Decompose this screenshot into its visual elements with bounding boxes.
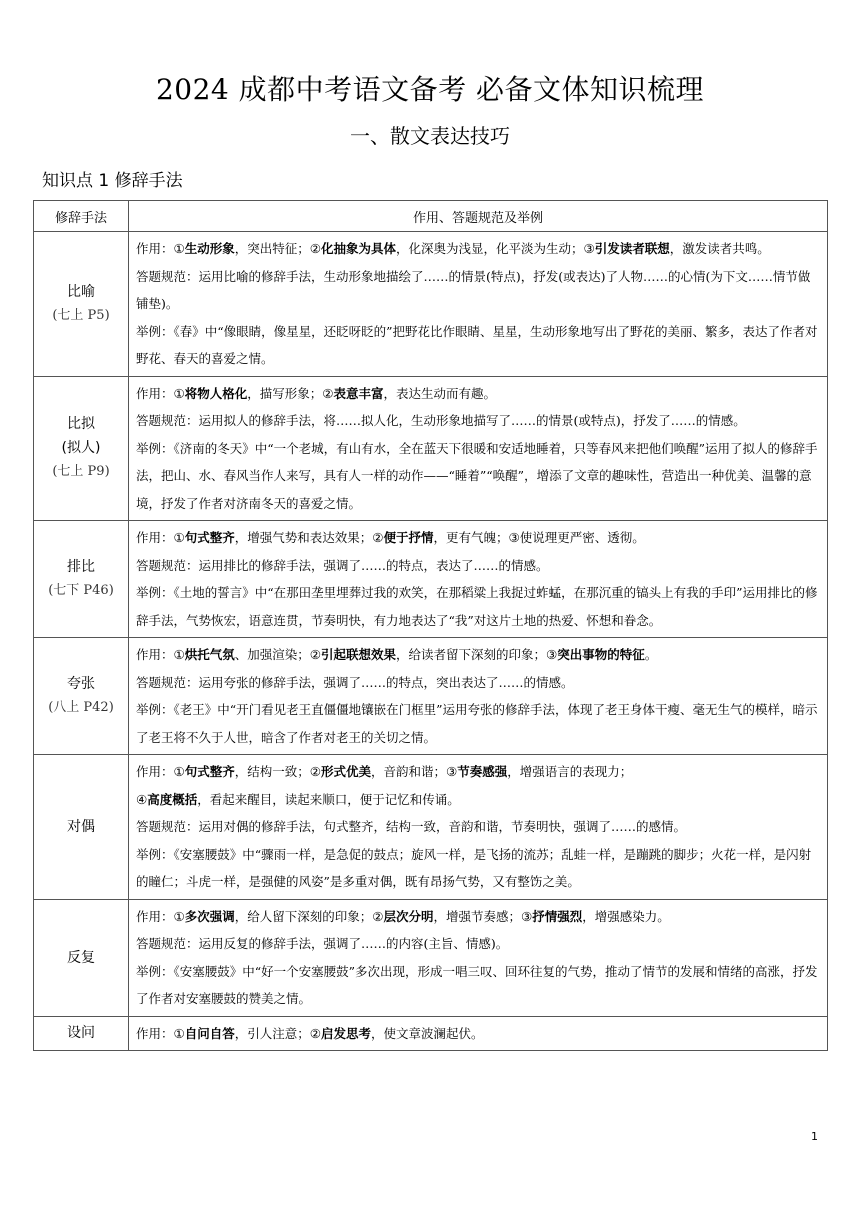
answer-norm-label: 答题规范： bbox=[136, 819, 199, 834]
technique-name: 比拟 bbox=[67, 416, 95, 433]
effect-text: ，给读者留下深刻的印象；③ bbox=[395, 647, 558, 662]
table-row bbox=[34, 755, 828, 900]
effect-text: ① bbox=[173, 908, 185, 924]
technique-name-cell bbox=[34, 521, 129, 638]
effect-text: ，增强气势和表达效果；② bbox=[234, 530, 384, 545]
example-text: 《土地的誓言》中“在那田垄里埋葬过我的欢笑，在那稻粱上我捉过蚱蜢，在那沉重的镐头上有我的手印”运用排比的修辞手法，气势恢宏，语意连贯，节奏明快，有力地表达了“我”对这片土地的热爱、怀想和眷念。 bbox=[136, 585, 818, 628]
table-row bbox=[34, 521, 828, 638]
description-cell bbox=[129, 376, 828, 521]
technique-alias: (拟人) bbox=[61, 440, 101, 457]
example bbox=[136, 579, 820, 634]
effect-text: ，突出特征；② bbox=[234, 241, 321, 256]
answer-norm bbox=[136, 930, 820, 958]
effect-label: 作用： bbox=[136, 764, 174, 779]
table-row bbox=[34, 232, 828, 377]
example bbox=[136, 435, 820, 518]
description-cell bbox=[129, 638, 828, 755]
effect-line bbox=[136, 903, 820, 931]
effect-text: ① bbox=[173, 764, 185, 779]
technique-name: 设问 bbox=[67, 1025, 95, 1042]
effect-keyword: 启发思考 bbox=[320, 1025, 371, 1041]
table-row bbox=[34, 1016, 828, 1051]
effect-text: ，增强感染力。 bbox=[582, 908, 670, 924]
answer-norm-text: 运用拟人的修辞手法，将……拟人化，生动形象地描写了……的情景(或特点)，抒发了……的情感。 bbox=[198, 413, 746, 428]
example-text: 《安塞腰鼓》中“骤雨一样，是急促的鼓点；旋风一样，是飞扬的流苏；乱蛙一样，是蹦跳的脚步；火花一样，是闪射的瞳仁；斗虎一样，是强健的风姿”是多重对偶，既有昂扬气势，又有整饬之美。 bbox=[136, 846, 812, 889]
effect-keyword: 形式优美 bbox=[320, 764, 371, 779]
answer-norm bbox=[136, 669, 820, 697]
effect-keyword: 引起联想效果 bbox=[320, 647, 396, 662]
effect-keyword: 层次分明 bbox=[383, 908, 434, 924]
effect-text: ，描写形象；② bbox=[247, 385, 334, 401]
description-cell bbox=[129, 899, 828, 1016]
effect-text: ，给人留下深刻的印象；② bbox=[234, 908, 384, 924]
header-technique: 修辞手法 bbox=[34, 201, 129, 232]
effect-label: 作用： bbox=[136, 1025, 174, 1041]
effect-keyword: 表意丰富 bbox=[333, 385, 384, 401]
technique-name: 比喻 bbox=[67, 283, 95, 300]
effect-text: 。 bbox=[644, 647, 658, 662]
effect-keyword: 将物人格化 bbox=[184, 385, 248, 401]
example bbox=[136, 696, 820, 751]
technique-name: 反复 bbox=[67, 949, 95, 966]
effect-text: ，增强语言的表现力； bbox=[507, 764, 633, 779]
effect-label: 作用： bbox=[136, 530, 174, 545]
effect-keyword: 引发读者联想 bbox=[594, 241, 670, 256]
table-header-row bbox=[34, 201, 828, 232]
table-body bbox=[34, 232, 828, 1051]
document-title: 2024 成都中考语文备考 必备文体知识梳理 bbox=[155, 73, 705, 106]
effect-label: 作用： bbox=[136, 385, 174, 401]
description-cell bbox=[129, 1016, 828, 1051]
effect-text: ① bbox=[173, 241, 185, 256]
example-text: 《老王》中“开门看见老王直僵僵地镶嵌在门框里”运用夸张的修辞手法，体现了老王身体干瘦、毫无生气的模样，暗示了老王将不久于人世，暗含了作者对老王的关切之情。 bbox=[136, 702, 818, 745]
effect-text: 、加强渲染；② bbox=[234, 647, 321, 662]
effect-text: ，结构一致；② bbox=[234, 764, 321, 779]
answer-norm-text: 运用对偶的修辞手法，句式整齐，结构一致，音韵和谐，节奏明快，强调了……的感情。 bbox=[198, 819, 687, 834]
effect-line bbox=[136, 524, 820, 552]
textbook-reference: (八上 P42) bbox=[48, 700, 114, 715]
example-text: 《安塞腰鼓》中“好一个安塞腰鼓”多次出现，形成一唱三叹、回环往复的气势，推动了情节的发展和情绪的高涨，抒发了作者对安塞腰鼓的赞美之情。 bbox=[136, 963, 818, 1006]
effect-label: 作用： bbox=[136, 908, 174, 924]
technique-name-cell bbox=[34, 638, 129, 755]
effect-keyword: 高度概括 bbox=[147, 791, 198, 807]
effect-line bbox=[136, 380, 820, 408]
effect-keyword: 自问自答 bbox=[184, 1025, 235, 1041]
rhetoric-table bbox=[33, 200, 828, 1051]
example-label: 举例： bbox=[136, 702, 174, 717]
description-cell bbox=[129, 521, 828, 638]
answer-norm-label: 答题规范： bbox=[136, 936, 199, 951]
answer-norm-text: 运用反复的修辞手法，强调了……的内容(主旨、情感)。 bbox=[198, 936, 509, 951]
example-text: 《济南的冬天》中“一个老城，有山有水，全在蓝天下很暖和安适地睡着，只等春风来把他们唤醒”运用了拟人的修辞手法，把山、水、春风当作人来写，具有人一样的动作——“睡着”“唤醒”，增添了文章的趣味性，营造出一种优美、温馨的意境，抒发了作者对济南冬天的喜爱之情。 bbox=[136, 440, 818, 511]
effect-text: ① bbox=[173, 1025, 185, 1041]
effect-text: ，音韵和谐；③ bbox=[370, 764, 458, 779]
effect-line bbox=[136, 758, 820, 786]
example bbox=[136, 318, 820, 373]
technique-name-cell bbox=[34, 232, 129, 377]
header-description: 作用、答题规范及举例 bbox=[129, 201, 828, 232]
example-label: 举例： bbox=[136, 585, 174, 600]
technique-name: 排比 bbox=[67, 559, 95, 575]
effect-line bbox=[136, 235, 820, 263]
document-subtitle: 一、散文表达技巧 bbox=[350, 124, 510, 148]
answer-norm bbox=[136, 263, 820, 318]
answer-norm-label: 答题规范： bbox=[136, 557, 199, 573]
effect-line bbox=[136, 1020, 820, 1048]
answer-norm-text: 运用排比的修辞手法，强调了……的特点，表达了……的情感。 bbox=[198, 557, 549, 573]
section-heading: 知识点 1 修辞手法 bbox=[42, 171, 183, 191]
textbook-reference: (七上 P9) bbox=[52, 464, 110, 480]
description-cell bbox=[129, 232, 828, 377]
effect-label: 作用： bbox=[136, 647, 174, 662]
page-number: 1 bbox=[811, 1130, 818, 1143]
technique-name: 对偶 bbox=[67, 818, 95, 835]
textbook-reference: (七上 P5) bbox=[52, 307, 110, 323]
effect-text: ，增强节奏感；③ bbox=[433, 908, 533, 924]
example-text: 《春》中“像眼睛，像星星，还眨呀眨的”把野花比作眼睛、星星，生动形象地写出了野花的美丽、繁多，表达了作者对野花、春天的喜爱之情。 bbox=[136, 323, 818, 366]
technique-name-cell bbox=[34, 755, 129, 900]
answer-norm bbox=[136, 813, 820, 841]
table-row bbox=[34, 638, 828, 755]
effect-text: ，使文章波澜起伏。 bbox=[370, 1025, 484, 1041]
technique-name-cell bbox=[34, 1016, 129, 1051]
effect-text: ① bbox=[173, 530, 185, 545]
answer-norm-text: 运用夸张的修辞手法，强调了……的特点，突出表达了……的情感。 bbox=[198, 674, 574, 690]
example-label: 举例： bbox=[136, 963, 174, 979]
textbook-reference: (七下 P46) bbox=[48, 583, 114, 598]
effect-line-continued bbox=[136, 786, 820, 814]
example-label: 举例： bbox=[136, 846, 174, 862]
effect-keyword: 多次强调 bbox=[184, 908, 235, 924]
effect-keyword: 抒情强烈 bbox=[532, 908, 583, 924]
technique-name-cell bbox=[34, 376, 129, 521]
effect-text: ，看起来醒目，读起来顺口，便于记忆和传诵。 bbox=[197, 791, 460, 807]
answer-norm bbox=[136, 407, 820, 435]
description-cell bbox=[129, 755, 828, 900]
effect-keyword: 生动形象 bbox=[184, 241, 235, 256]
answer-norm-text: 运用比喻的修辞手法，生动形象地描绘了……的情景(特点)，抒发(或表达)了人物……的心情(为下文……情节做铺垫)。 bbox=[136, 268, 811, 311]
technique-name: 夸张 bbox=[67, 676, 95, 692]
effect-label: 作用： bbox=[136, 241, 174, 256]
answer-norm-label: 答题规范： bbox=[136, 268, 199, 284]
effect-text: ④ bbox=[136, 791, 148, 807]
effect-text: ，表达生动而有趣。 bbox=[383, 385, 496, 401]
effect-keyword: 便于抒情 bbox=[383, 530, 434, 545]
answer-norm-label: 答题规范： bbox=[136, 413, 199, 428]
effect-text: ，化深奥为浅显，化平淡为生动；③ bbox=[395, 241, 595, 256]
effect-keyword: 烘托气氛 bbox=[184, 647, 235, 662]
effect-keyword: 突出事物的特征 bbox=[557, 647, 645, 662]
effect-keyword: 节奏感强 bbox=[457, 764, 508, 779]
effect-keyword: 化抽象为具体 bbox=[320, 241, 396, 256]
effect-keyword: 句式整齐 bbox=[184, 764, 235, 779]
table-row bbox=[34, 376, 828, 521]
effect-line bbox=[136, 641, 820, 669]
effect-text: ① bbox=[173, 385, 185, 401]
table-row bbox=[34, 899, 828, 1016]
technique-name-cell bbox=[34, 899, 129, 1016]
example-label: 举例： bbox=[136, 323, 174, 339]
answer-norm bbox=[136, 552, 820, 580]
example bbox=[136, 958, 820, 1013]
effect-text: ① bbox=[173, 647, 185, 662]
effect-text: ，更有气魄；③使说理更严密、透彻。 bbox=[433, 530, 645, 545]
example bbox=[136, 841, 820, 896]
example-label: 举例： bbox=[136, 440, 174, 456]
answer-norm-label: 答题规范： bbox=[136, 674, 199, 690]
effect-text: ，引人注意；② bbox=[234, 1025, 321, 1041]
effect-keyword: 句式整齐 bbox=[184, 530, 235, 545]
effect-text: ，激发读者共鸣。 bbox=[669, 241, 770, 256]
